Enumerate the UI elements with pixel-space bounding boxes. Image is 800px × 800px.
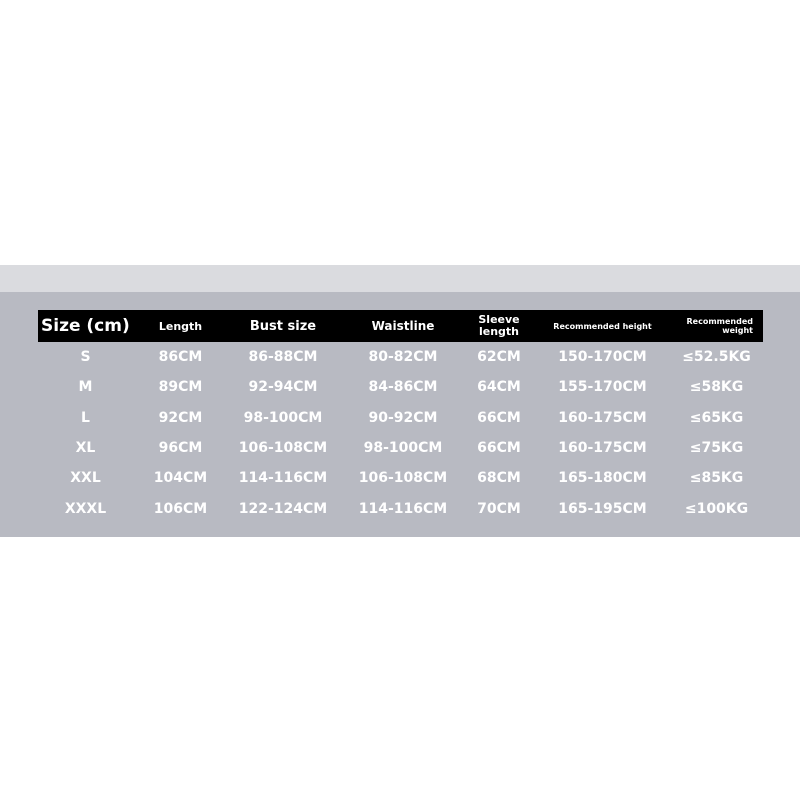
cell-waist: 84-86CM <box>368 379 438 396</box>
cell-weight: ≤75KG <box>689 440 744 457</box>
cell-height: 155-170CM <box>558 379 647 396</box>
cell-bust: 106-108CM <box>238 440 328 457</box>
cell-weight: ≤100KG <box>684 500 749 517</box>
table-row <box>38 433 763 463</box>
size-table <box>38 310 763 524</box>
size-chart-band <box>0 265 800 537</box>
cell-waist: 80-82CM <box>368 349 438 366</box>
cell-waist: 114-116CM <box>358 500 448 517</box>
table-row <box>38 493 763 523</box>
cell-length: 104CM <box>153 470 208 487</box>
header-recommended-weight: Recommended weight <box>686 317 753 335</box>
cell-waist: 90-92CM <box>368 409 438 426</box>
header-recommended-height: Recommended height <box>553 321 652 331</box>
cell-size: L <box>81 409 90 426</box>
cell-length: 106CM <box>153 500 208 517</box>
cell-weight: ≤58KG <box>689 379 744 396</box>
table-row <box>38 403 763 433</box>
cell-height: 160-175CM <box>558 409 647 426</box>
header-bust-size: Bust size <box>249 318 317 334</box>
header-sleeve-length: Sleeve length <box>478 313 520 338</box>
cell-waist: 106-108CM <box>358 470 448 487</box>
cell-size: XL <box>75 440 96 457</box>
cell-sleeve: 62CM <box>477 349 521 366</box>
cell-weight: ≤85KG <box>689 470 744 487</box>
cell-size: XXL <box>70 470 101 487</box>
cell-sleeve: 68CM <box>477 470 521 487</box>
cell-weight: ≤65KG <box>689 409 744 426</box>
cell-size: S <box>80 349 91 366</box>
table-row <box>38 342 763 372</box>
cell-height: 150-170CM <box>558 349 647 366</box>
cell-length: 96CM <box>158 440 203 457</box>
cell-height: 165-180CM <box>558 470 647 487</box>
table-header-row <box>38 310 763 342</box>
cell-height: 160-175CM <box>558 440 647 457</box>
cell-size: M <box>78 379 93 396</box>
header-waistline: Waistline <box>371 319 435 333</box>
cell-sleeve: 64CM <box>477 379 521 396</box>
cell-waist: 98-100CM <box>363 440 443 457</box>
header-size: Size (cm) <box>41 316 130 336</box>
cell-weight: ≤52.5KG <box>682 349 751 366</box>
cell-bust: 86-88CM <box>248 349 318 366</box>
cell-bust: 114-116CM <box>238 470 328 487</box>
cell-bust: 92-94CM <box>248 379 318 396</box>
cell-length: 92CM <box>158 409 203 426</box>
cell-sleeve: 66CM <box>477 440 521 457</box>
header-length: Length <box>158 319 203 333</box>
cell-length: 86CM <box>158 349 203 366</box>
cell-bust: 98-100CM <box>243 409 323 426</box>
cell-length: 89CM <box>158 379 203 396</box>
table-row <box>38 463 763 493</box>
cell-size: XXXL <box>64 500 107 517</box>
cell-height: 165-195CM <box>558 500 647 517</box>
cell-bust: 122-124CM <box>238 500 328 517</box>
cell-sleeve: 70CM <box>477 500 521 517</box>
band-top-strip <box>0 265 800 292</box>
table-row <box>38 372 763 402</box>
cell-sleeve: 66CM <box>477 409 521 426</box>
